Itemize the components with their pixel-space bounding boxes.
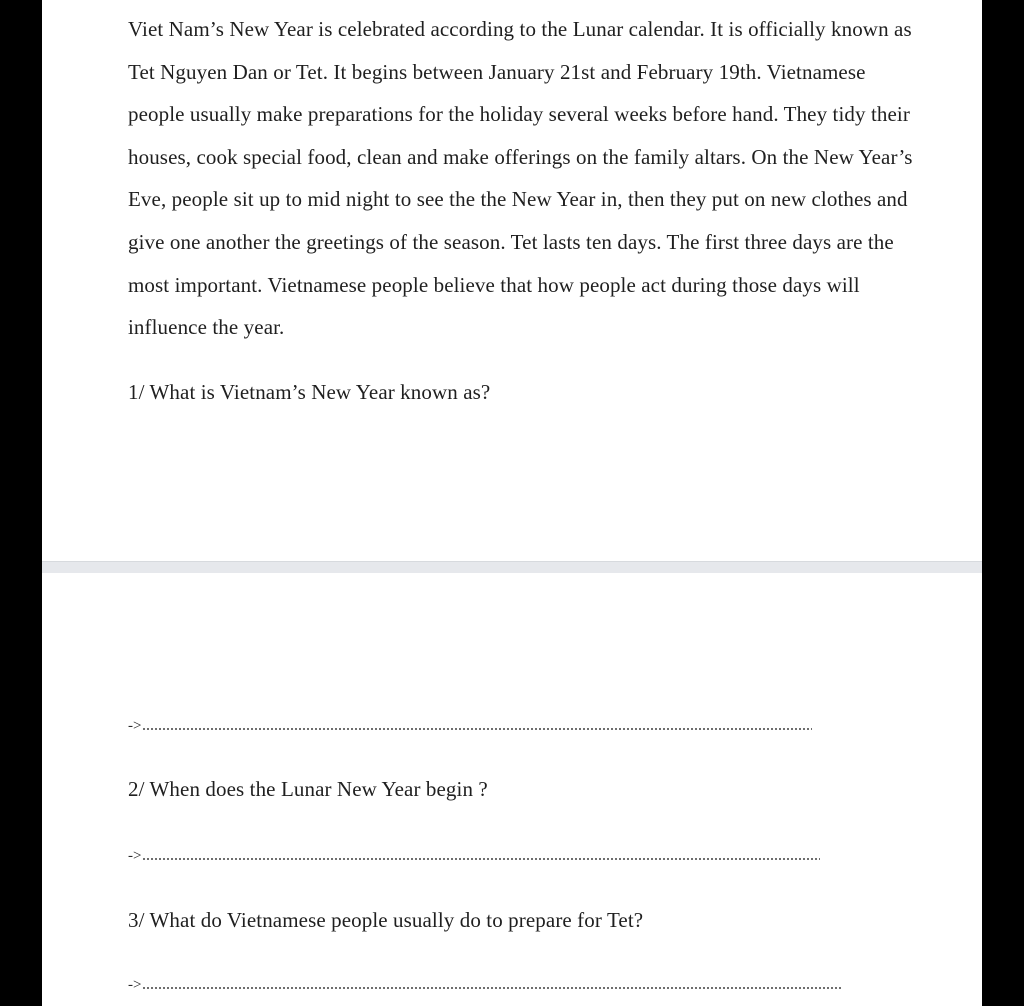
passage-line: most important. Vietnamese people believe that how people act during those days will bbox=[128, 272, 860, 297]
answer-dotted-line bbox=[142, 728, 812, 730]
passage-line: influence the year. bbox=[128, 315, 285, 340]
answer-line-2[interactable] bbox=[128, 846, 820, 866]
question-1: 1/ What is Vietnam’s New Year known as? bbox=[128, 380, 491, 404]
answer-line-3[interactable] bbox=[128, 975, 842, 995]
reading-passage bbox=[128, 12, 973, 353]
passage-line: people usually make preparations for the holiday several weeks before hand. They tidy their bbox=[128, 102, 910, 127]
question-3: 3/ What do Vietnamese people usually do to prepare for Tet? bbox=[128, 908, 644, 932]
page-break bbox=[42, 561, 982, 573]
answer-dotted-line bbox=[142, 858, 820, 860]
answer-arrow: -> bbox=[128, 977, 142, 993]
passage-line: Viet Nam’s New Year is celebrated according to the Lunar calendar. It is officially known as bbox=[128, 17, 912, 41]
passage-line: give one another the greetings of the season. Tet lasts ten days. The first three days are the bbox=[128, 229, 894, 254]
question-2: 2/ When does the Lunar New Year begin ? bbox=[128, 777, 488, 801]
answer-line-1[interactable] bbox=[128, 716, 812, 736]
passage-line: Eve, people sit up to mid night to see the the New Year in, then they put on new clothes and bbox=[128, 187, 908, 212]
document-page-2 bbox=[42, 573, 982, 1006]
document-page-1 bbox=[42, 0, 982, 561]
passage-line: houses, cook special food, clean and make offerings on the family altars. On the New Year’s bbox=[128, 144, 913, 169]
answer-arrow: -> bbox=[128, 718, 142, 734]
passage-line: Tet Nguyen Dan or Tet. It begins between January 21st and February 19th. Vietnamese bbox=[128, 59, 866, 84]
answer-arrow: -> bbox=[128, 848, 142, 864]
answer-dotted-line bbox=[142, 987, 842, 989]
